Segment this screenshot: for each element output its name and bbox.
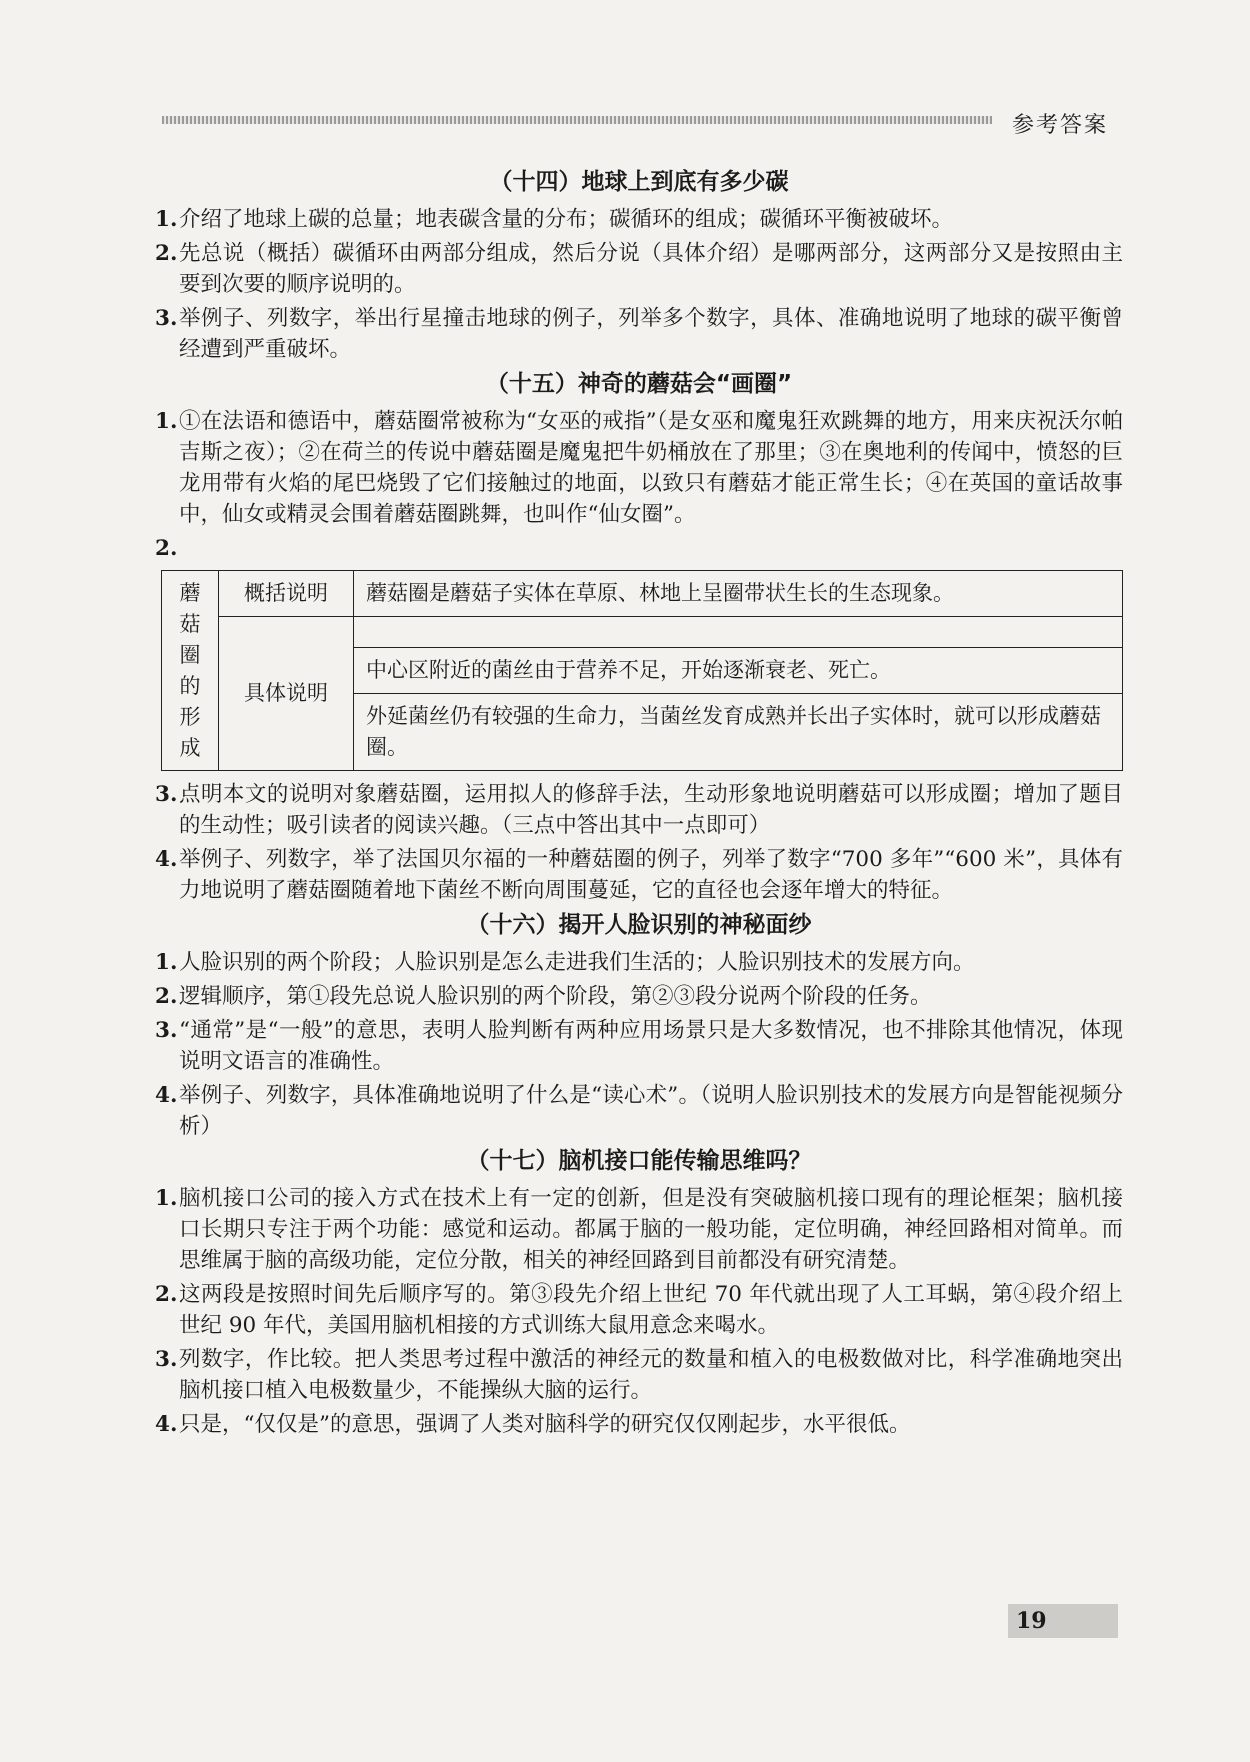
answer-item bbox=[155, 844, 1123, 906]
item-number: 2. bbox=[155, 536, 178, 561]
answer-item bbox=[155, 981, 1123, 1012]
section-title: （十七）脑机接口能传输思维吗？ bbox=[466, 1148, 812, 1174]
item-text: 先总说（概括）碳循环由两部分组成，然后分说（具体介绍）是哪两部分，这两部分又是按照由主要到次要的顺序说明的。 bbox=[179, 241, 1123, 297]
header-rule bbox=[162, 116, 992, 124]
answer-item bbox=[155, 238, 1123, 300]
item-number: 1. bbox=[155, 1186, 178, 1211]
answer-item bbox=[155, 1279, 1123, 1341]
item-text: 列数字，作比较。把人类思考过程中激活的神经元的数量和植入的电极数做对比，科学准确地突出脑机接口植入电极数量少，不能操纵大脑的运行。 bbox=[179, 1347, 1123, 1403]
item-text: 人脸识别的两个阶段；人脸识别是怎么走进我们生活的；人脸识别技术的发展方向。 bbox=[179, 950, 975, 975]
page-number: 19 bbox=[1008, 1604, 1118, 1638]
item-number: 2. bbox=[155, 241, 178, 266]
answer-item bbox=[155, 1015, 1123, 1077]
item-text: 点明本文的说明对象蘑菇圈，运用拟人的修辞手法，生动形象地说明蘑菇可以形成圈；增加了题目的生动性；吸引读者的阅读兴趣。（三点中答出其中一点即可） bbox=[179, 782, 1123, 838]
item-number: 1. bbox=[155, 409, 178, 434]
item-number: 1. bbox=[155, 950, 178, 975]
table-main-label: 蘑菇圈的形成 bbox=[162, 571, 219, 771]
answer-item bbox=[155, 1344, 1123, 1406]
table-detail-label: 具体说明 bbox=[219, 617, 354, 771]
item-text: 介绍了地球上碳的总量；地表碳含量的分布；碳循环的组成；碳循环平衡被破坏。 bbox=[179, 207, 954, 232]
item-text: 脑机接口公司的接入方式在技术上有一定的创新，但是没有突破脑机接口现有的理论框架；脑机接口长期只专注于两个功能：感觉和运动。都属于脑的一般功能，定位明确，神经回路相对简单。而思维属于脑的高级功能，定位分散，相关的神经回路到目前都没有研究清楚。 bbox=[179, 1186, 1123, 1273]
item-text: 举例子、列数字，举了法国贝尔福的一种蘑菇圈的例子，列举了数字“700 多年”“600 米”，具体有力地说明了蘑菇圈随着地下菌丝不断向周围蔓延，它的直径也会逐年增大的特征。 bbox=[179, 847, 1123, 903]
answer-item bbox=[155, 779, 1123, 841]
item-number: 3. bbox=[155, 782, 178, 807]
section-title: （十六）揭开人脸识别的神秘面纱 bbox=[466, 912, 812, 938]
answer-item bbox=[155, 406, 1123, 530]
table-detail-row: 外延菌丝仍有较强的生命力，当菌丝发育成熟并长出子实体时，就可以形成蘑菇圈。 bbox=[354, 694, 1123, 771]
item-text: ①在法语和德语中，蘑菇圈常被称为“女巫的戒指”（是女巫和魔鬼狂欢跳舞的地方，用来庆祝沃尔帕吉斯之夜）；②在荷兰的传说中蘑菇圈是魔鬼把牛奶桶放在了那里；③在奥地利的传闻中，愤怒的巨龙用带有火焰的尾巴烧毁了它们接触过的地面，以致只有蘑菇才能正常生长；④在英国的童话故事中，仙女或精灵会围着蘑菇圈跳舞，也叫作“仙女圈”。 bbox=[179, 409, 1123, 527]
table-detail-row: 中心区附近的菌丝由于营养不足，开始逐渐衰老、死亡。 bbox=[354, 648, 1123, 694]
mushroom-ring-table bbox=[161, 570, 1123, 771]
answer-item bbox=[155, 1080, 1123, 1142]
item-text: 举例子、列数字，具体准确地说明了什么是“读心术”。（说明人脸识别技术的发展方向是智能视频分析） bbox=[179, 1083, 1123, 1139]
item-number: 4. bbox=[155, 1083, 178, 1108]
item-number: 1. bbox=[155, 207, 178, 232]
table-summary-label: 概括说明 bbox=[219, 571, 354, 617]
item-number: 4. bbox=[155, 1412, 178, 1437]
answer-item bbox=[155, 1409, 1123, 1440]
item-number: 3. bbox=[155, 1347, 178, 1372]
item-text: 逻辑顺序，第①段先总说人脸识别的两个阶段，第②③段分说两个阶段的任务。 bbox=[179, 984, 932, 1009]
item-number: 3. bbox=[155, 306, 178, 331]
section-title: （十五）神奇的蘑菇会“画圈” bbox=[485, 371, 793, 397]
item-number: 4. bbox=[155, 847, 178, 872]
item-text: 只是，“仅仅是”的意思，强调了人类对脑科学的研究仅仅刚起步，水平很低。 bbox=[179, 1412, 911, 1437]
item-number: 2. bbox=[155, 984, 178, 1009]
section-title: （十四）地球上到底有多少碳 bbox=[489, 169, 789, 195]
item-number: 2. bbox=[155, 1282, 178, 1307]
answer-item bbox=[155, 1183, 1123, 1276]
header-title: 参考答案 bbox=[1012, 113, 1109, 138]
item-text: 这两段是按照时间先后顺序写的。第③段先介绍上世纪 70 年代就出现了人工耳蜗，第④段介绍上世纪 90 年代，美国用脑机相接的方式训练大鼠用意念来喝水。 bbox=[179, 1282, 1123, 1338]
table-summary-text: 蘑菇圈是蘑菇子实体在草原、林地上呈圈带状生长的生态现象。 bbox=[354, 571, 1123, 617]
answer-item bbox=[155, 204, 1123, 235]
table-detail-row bbox=[354, 617, 1123, 648]
answer-item bbox=[155, 303, 1123, 365]
answer-content bbox=[155, 166, 1123, 1443]
item-number: 3. bbox=[155, 1018, 178, 1043]
answer-item bbox=[155, 947, 1123, 978]
item-text: 举例子、列数字，举出行星撞击地球的例子，列举多个数字，具体、准确地说明了地球的碳平衡曾经遭到严重破坏。 bbox=[179, 306, 1123, 362]
item-text: “通常”是“一般”的意思，表明人脸判断有两种应用场景只是大多数情况，也不排除其他情况，体现说明文语言的准确性。 bbox=[179, 1018, 1123, 1074]
